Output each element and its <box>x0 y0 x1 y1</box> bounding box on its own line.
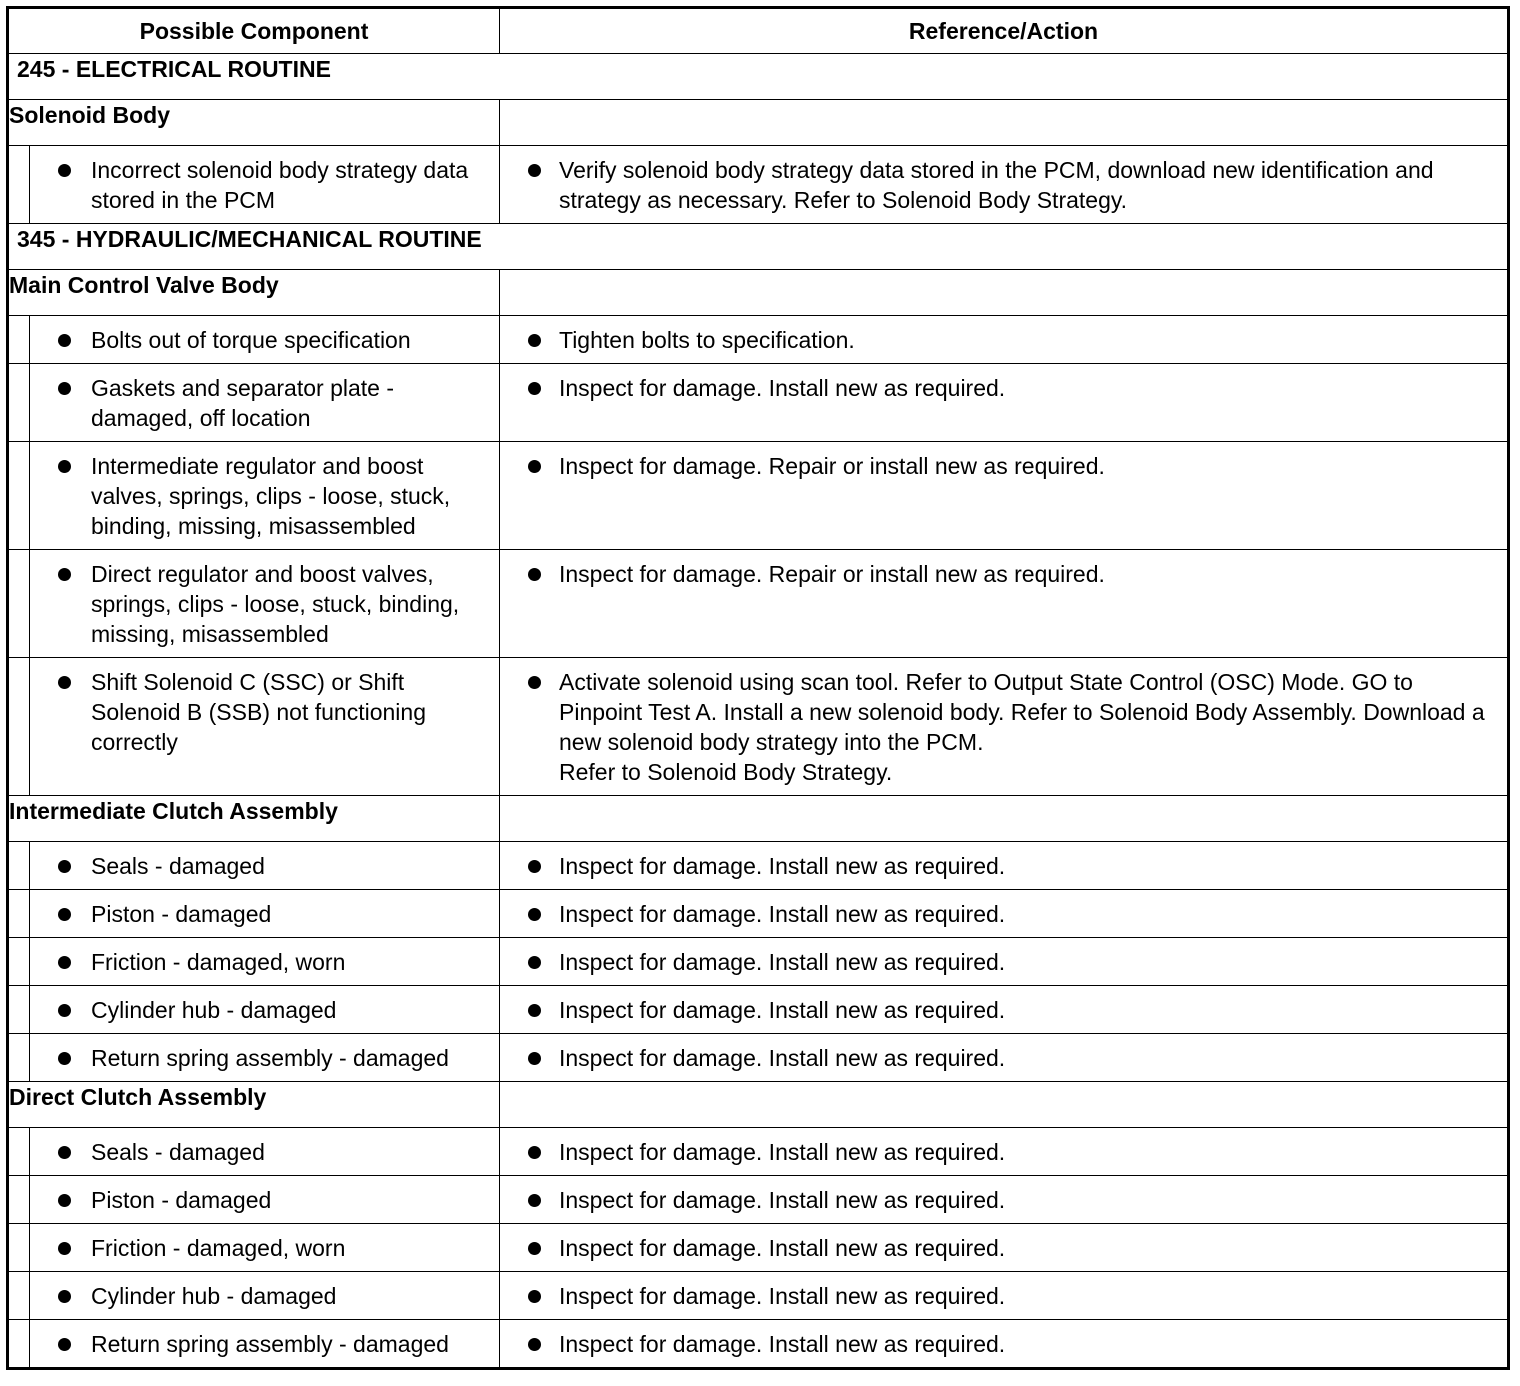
category-title: Direct Clutch Assembly <box>8 1082 500 1128</box>
component-cell <box>30 1320 500 1369</box>
header-reference-action: Reference/Action <box>500 8 1509 54</box>
indent-cell <box>8 986 30 1034</box>
action-text: Inspect for damage. Install new as required. <box>559 1139 1006 1165</box>
component-text: Incorrect solenoid body strategy data stored in the PCM <box>91 157 469 213</box>
bullet-icon <box>58 1242 71 1255</box>
section-row <box>8 224 1509 270</box>
category-action-cell <box>500 270 1509 316</box>
table-row <box>8 1128 1509 1176</box>
action-cell <box>500 658 1509 796</box>
table-row <box>8 938 1509 986</box>
bullet-icon <box>58 1290 71 1303</box>
bullet-icon <box>58 860 71 873</box>
bullet-icon <box>528 1290 541 1303</box>
table-row <box>8 364 1509 442</box>
action-text: Tighten bolts to specification. <box>559 327 855 353</box>
category-row <box>8 796 1509 842</box>
category-row <box>8 270 1509 316</box>
component-text: Friction - damaged, worn <box>91 1235 346 1261</box>
bullet-icon <box>528 1194 541 1207</box>
component-cell <box>30 1272 500 1320</box>
component-cell <box>30 1128 500 1176</box>
component-cell <box>30 658 500 796</box>
indent-cell <box>8 842 30 890</box>
header-possible-component: Possible Component <box>8 8 500 54</box>
indent-cell <box>8 550 30 658</box>
action-cell <box>500 842 1509 890</box>
indent-cell <box>8 658 30 796</box>
indent-cell <box>8 1034 30 1082</box>
category-row <box>8 100 1509 146</box>
action-cell <box>500 986 1509 1034</box>
component-cell <box>30 938 500 986</box>
component-cell <box>30 442 500 550</box>
bullet-icon <box>58 460 71 473</box>
indent-cell <box>8 146 30 224</box>
bullet-icon <box>528 860 541 873</box>
bullet-icon <box>528 382 541 395</box>
action-text: Inspect for damage. Install new as required. <box>559 901 1006 927</box>
action-text: Inspect for damage. Install new as required. <box>559 949 1006 975</box>
indent-cell <box>8 1176 30 1224</box>
bullet-icon <box>528 1004 541 1017</box>
action-text: Inspect for damage. Install new as required. <box>559 1045 1006 1071</box>
section-title: 245 - ELECTRICAL ROUTINE <box>8 54 1509 100</box>
bullet-icon <box>528 568 541 581</box>
bullet-icon <box>58 568 71 581</box>
bullet-icon <box>528 334 541 347</box>
component-text: Seals - damaged <box>91 853 265 879</box>
bullet-icon <box>528 1242 541 1255</box>
component-cell <box>30 890 500 938</box>
bullet-icon <box>528 460 541 473</box>
component-cell <box>30 316 500 364</box>
component-text: Return spring assembly - damaged <box>91 1331 449 1357</box>
bullet-icon <box>528 1146 541 1159</box>
component-cell <box>30 986 500 1034</box>
action-text: Inspect for damage. Install new as required. <box>559 997 1006 1023</box>
table-row <box>8 1320 1509 1369</box>
bullet-icon <box>528 956 541 969</box>
bullet-icon <box>58 164 71 177</box>
bullet-icon <box>528 164 541 177</box>
table-row <box>8 1224 1509 1272</box>
component-cell <box>30 1176 500 1224</box>
action-text: Inspect for damage. Install new as required. <box>559 1235 1006 1261</box>
diagnosis-table <box>6 6 1510 1370</box>
component-text: Seals - damaged <box>91 1139 265 1165</box>
category-action-cell <box>500 100 1509 146</box>
action-cell <box>500 442 1509 550</box>
indent-cell <box>8 442 30 550</box>
action-cell <box>500 364 1509 442</box>
action-cell <box>500 1224 1509 1272</box>
category-row <box>8 1082 1509 1128</box>
action-text: Inspect for damage. Install new as required. <box>559 1283 1006 1309</box>
bullet-icon <box>58 1004 71 1017</box>
table-row <box>8 842 1509 890</box>
action-text: Inspect for damage. Install new as required. <box>559 853 1006 879</box>
action-text: Inspect for damage. Install new as required. <box>559 1187 1006 1213</box>
action-text: Inspect for damage. Install new as required. <box>559 375 1006 401</box>
bullet-icon <box>528 908 541 921</box>
indent-cell <box>8 938 30 986</box>
component-text: Cylinder hub - damaged <box>91 997 337 1023</box>
bullet-icon <box>58 1052 71 1065</box>
action-cell <box>500 146 1509 224</box>
component-text: Friction - damaged, worn <box>91 949 346 975</box>
component-cell <box>30 1224 500 1272</box>
component-text: Cylinder hub - damaged <box>91 1283 337 1309</box>
bullet-icon <box>528 676 541 689</box>
component-text: Bolts out of torque specification <box>91 327 411 353</box>
component-cell <box>30 1034 500 1082</box>
action-cell <box>500 1034 1509 1082</box>
action-text: Activate solenoid using scan tool. Refer to Output State Control (OSC) Mode. GO to Pinpoint Test A. Install a new solenoid body. Refer to Solenoid Body Assembly. Download a new solenoid body strategy into the PCM. Refer to Solenoid Body Strategy. <box>559 669 1485 785</box>
component-text: Shift Solenoid C (SSC) or Shift Solenoid B (SSB) not functioning correctly <box>91 669 426 755</box>
action-cell <box>500 1320 1509 1369</box>
bullet-icon <box>58 676 71 689</box>
section-row <box>8 54 1509 100</box>
header-row <box>8 8 1509 54</box>
component-cell <box>30 364 500 442</box>
action-cell <box>500 938 1509 986</box>
section-title: 345 - HYDRAULIC/MECHANICAL ROUTINE <box>8 224 1509 270</box>
component-text: Gaskets and separator plate - damaged, off location <box>91 375 394 431</box>
indent-cell <box>8 1272 30 1320</box>
diagnosis-body <box>8 54 1509 1369</box>
indent-cell <box>8 364 30 442</box>
component-text: Return spring assembly - damaged <box>91 1045 449 1071</box>
table-row <box>8 550 1509 658</box>
bullet-icon <box>58 956 71 969</box>
category-title: Intermediate Clutch Assembly <box>8 796 500 842</box>
component-text: Direct regulator and boost valves, springs, clips - loose, stuck, binding, missing, misassembled <box>91 561 460 647</box>
category-title: Main Control Valve Body <box>8 270 500 316</box>
action-cell <box>500 550 1509 658</box>
action-cell <box>500 1176 1509 1224</box>
table-row <box>8 986 1509 1034</box>
component-text: Piston - damaged <box>91 1187 272 1213</box>
component-text: Piston - damaged <box>91 901 272 927</box>
indent-cell <box>8 316 30 364</box>
table-row <box>8 658 1509 796</box>
action-cell <box>500 1128 1509 1176</box>
table-row <box>8 1176 1509 1224</box>
table-row <box>8 442 1509 550</box>
bullet-icon <box>58 908 71 921</box>
action-cell <box>500 1272 1509 1320</box>
bullet-icon <box>528 1338 541 1351</box>
action-text: Inspect for damage. Repair or install new as required. <box>559 561 1105 587</box>
bullet-icon <box>58 1338 71 1351</box>
category-action-cell <box>500 796 1509 842</box>
table-row <box>8 146 1509 224</box>
component-cell <box>30 146 500 224</box>
action-text: Inspect for damage. Repair or install new as required. <box>559 453 1105 479</box>
indent-cell <box>8 1320 30 1369</box>
component-text: Intermediate regulator and boost valves, springs, clips - loose, stuck, binding, missing, misassembled <box>91 453 451 539</box>
bullet-icon <box>528 1052 541 1065</box>
indent-cell <box>8 890 30 938</box>
bullet-icon <box>58 334 71 347</box>
action-cell <box>500 316 1509 364</box>
bullet-icon <box>58 1146 71 1159</box>
category-action-cell <box>500 1082 1509 1128</box>
table-row <box>8 1034 1509 1082</box>
indent-cell <box>8 1128 30 1176</box>
indent-cell <box>8 1224 30 1272</box>
table-row <box>8 316 1509 364</box>
action-text: Verify solenoid body strategy data stored in the PCM, download new identification and strategy as necessary. Refer to Solenoid Body Strategy. <box>559 157 1434 213</box>
bullet-icon <box>58 382 71 395</box>
component-cell <box>30 842 500 890</box>
bullet-icon <box>58 1194 71 1207</box>
action-text: Inspect for damage. Install new as required. <box>559 1331 1006 1357</box>
component-cell <box>30 550 500 658</box>
category-title: Solenoid Body <box>8 100 500 146</box>
table-row <box>8 890 1509 938</box>
table-row <box>8 1272 1509 1320</box>
action-cell <box>500 890 1509 938</box>
